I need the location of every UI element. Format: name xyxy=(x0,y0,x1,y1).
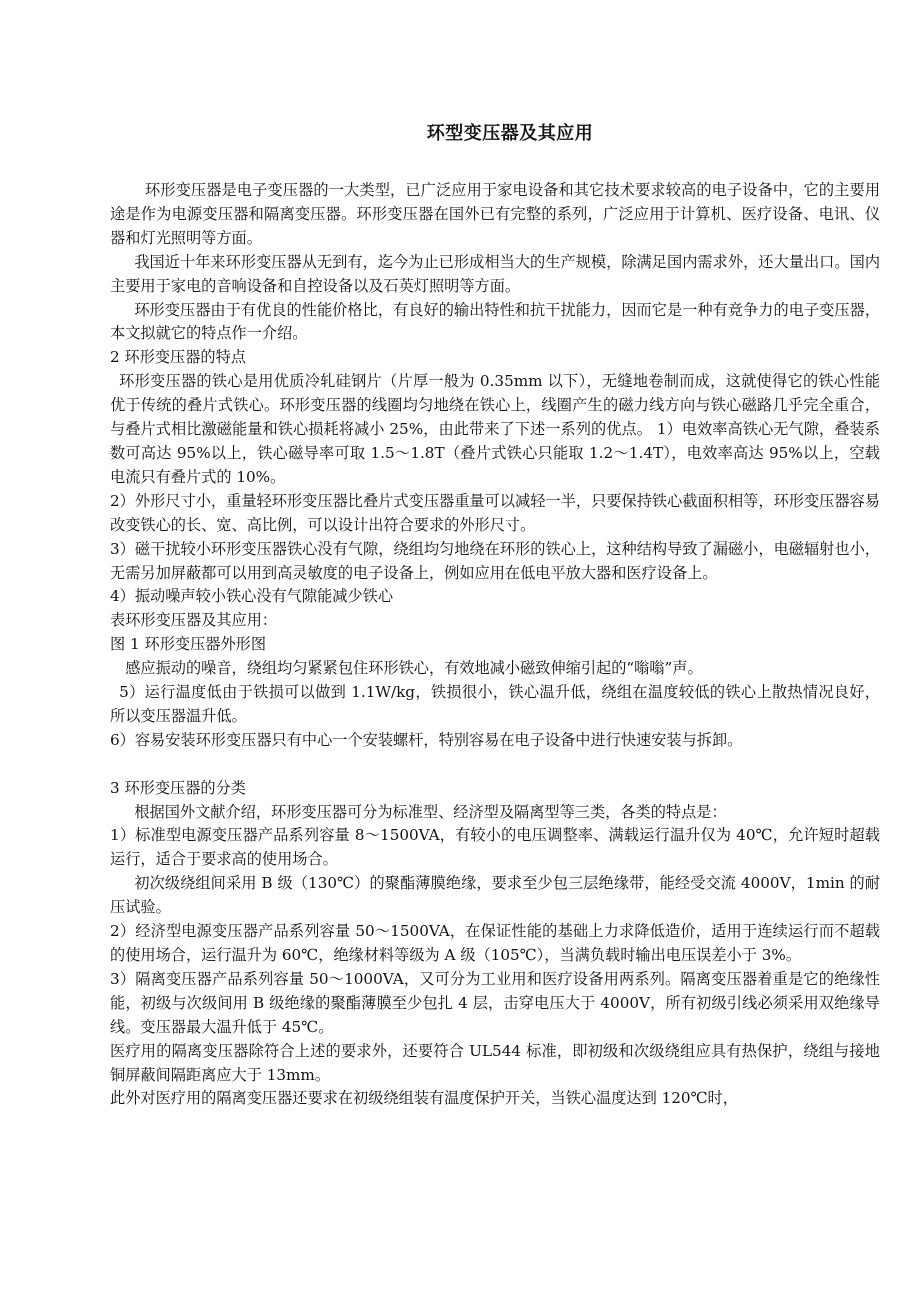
section-heading-features: 2 环形变压器的特点 xyxy=(110,348,246,367)
paragraph-economy-type: 2）经济型电源变压器产品系列容量 50～1500VA，在保证性能的基础上力求降低造价，适用于连续运行而不超载的使用场合，运行温升为 60℃，绝缘材料等级为 A 级（105℃），当满负载时输出电压误差小于 3%。 xyxy=(110,922,880,964)
paragraph-medical-isolation: 医疗用的隔离变压器除符合上述的要求外，还要符合 UL544 标准，即初级和次级绕组应具有热保护，绕组与接地铜屏蔽间隔距离应大于 13mm。 xyxy=(110,1041,880,1084)
paragraph-feature-5: 5）运行温度低由于铁损可以做到 1.1W/kg，铁损很小，铁心温升低，绕组在温度较低的铁心上散热情况良好，所以变压器温升低。 xyxy=(110,683,880,725)
table-caption: 表环形变压器及其应用： xyxy=(110,611,278,630)
paragraph-intro-3: 环形变压器由于有优良的性能价格比，有良好的输出特性和抗干扰能力，因而它是一种有竞争力的电子变压器，本文拟就它的特点作一介绍。 xyxy=(110,300,880,343)
paragraph-insulation: 初次级绕组间采用 B 级（130℃）的聚酯薄膜绝缘，要求至少包三层绝缘带，能经受交流 4000V，1min 的耐压试验。 xyxy=(110,874,880,917)
document-title: 环型变压器及其应用 xyxy=(426,123,594,144)
paragraph-standard-type: 1）标准型电源变压器产品系列容量 8～1500VA，有较小的电压调整率、满载运行温升仅为 40℃，允许短时超载运行，适合于要求高的使用场合。 xyxy=(110,826,880,869)
blank-line xyxy=(110,753,880,777)
section-heading-classification: 3 环形变压器的分类 xyxy=(110,778,246,797)
paragraph-medical-thermal: 此外对医疗用的隔离变压器还要求在初级绕组装有温度保护开关，当铁心温度达到 120℃时， xyxy=(110,1089,738,1108)
paragraph-feature-6: 6）容易安装环形变压器只有中心一个安装螺杆，特别容易在电子设备中进行快速安装与拆卸。 xyxy=(110,730,743,749)
paragraph-feature-3: 3）磁干扰较小环形变压器铁心没有气隙，绕组均匀地绕在环形的铁心上，这种结构导致了漏磁小，电磁辐射也小，无需另加屏蔽都可以用到高灵敏度的电子设备上，例如应用在低电平放大器和医疗设备上。 xyxy=(110,539,880,582)
paragraph-feature-4: 4）振动噪声较小铁心没有气隙能减少铁心 xyxy=(110,587,394,606)
paragraph-intro-2: 我国近十年来环形变压器从无到有，迄今为止已形成相当大的生产规模，除满足国内需求外，还大量出口。国内主要用于家电的音响设备和自控设备以及石英灯照明等方面。 xyxy=(110,252,880,295)
paragraph-intro-1: 环形变压器是电子变压器的一大类型，已广泛应用于家电设备和其它技术要求较高的电子设备中，它的主要用途是作为电源变压器和隔离变压器。环形变压器在国外已有完整的系列，广泛应用于计算机、医疗设备、电讯、仪器和灯光照明等方面。 xyxy=(110,181,880,247)
paragraph-features-core: 环形变压器的铁心是用优质冷轧硅钢片（片厚一般为 0.35mm 以下），无缝地卷制而成，这就使得它的铁心性能优于传统的叠片式铁心。环形变压器的线圈均匀地绕在铁心上，线圈产生的磁力线方向与铁心磁路几乎完全重合，与叠片式相比激磁能量和铁心损耗将减小 25%，由此带来了下述一系列的优点。 1）电效率高铁心无气隙，叠装系数可高达 95%以上，铁心磁导率可取 1.5～1.8T（叠片式铁心只能取 1.2～1.4T），电效率高达 95%以上，空载电流只有叠片式的 10%。 xyxy=(110,372,880,486)
paragraph-noise: 感应振动的噪音，绕组均匀紧紧包住环形铁心，有效地减小磁致伸缩引起的“嗡嗡”声。 xyxy=(125,659,703,678)
paragraph-classification-intro: 根据国外文献介绍，环形变压器可分为标准型、经济型及隔离型等三类，各类的特点是： xyxy=(134,802,727,821)
document-body xyxy=(110,179,880,1111)
figure-caption: 图 1 环形变压器外形图 xyxy=(110,635,267,654)
paragraph-feature-2: 2）外形尺寸小，重量轻环形变压器比叠片式变压器重量可以减轻一半，只要保持铁心截面积相等，环形变压器容易改变铁心的长、宽、高比例，可以设计出符合要求的外形尺寸。 xyxy=(110,491,880,534)
paragraph-isolation-type: 3）隔离变压器产品系列容量 50～1000VA，又可分为工业用和医疗设备用两系列。隔离变压器着重是它的绝缘性能，初级与次级间用 B 级绝缘的聚酯薄膜至少包扎 4 层，击穿电压大于 4000V，所有初级引线必须采用双绝缘导线。变压器最大温升低于 45℃。 xyxy=(110,969,880,1036)
